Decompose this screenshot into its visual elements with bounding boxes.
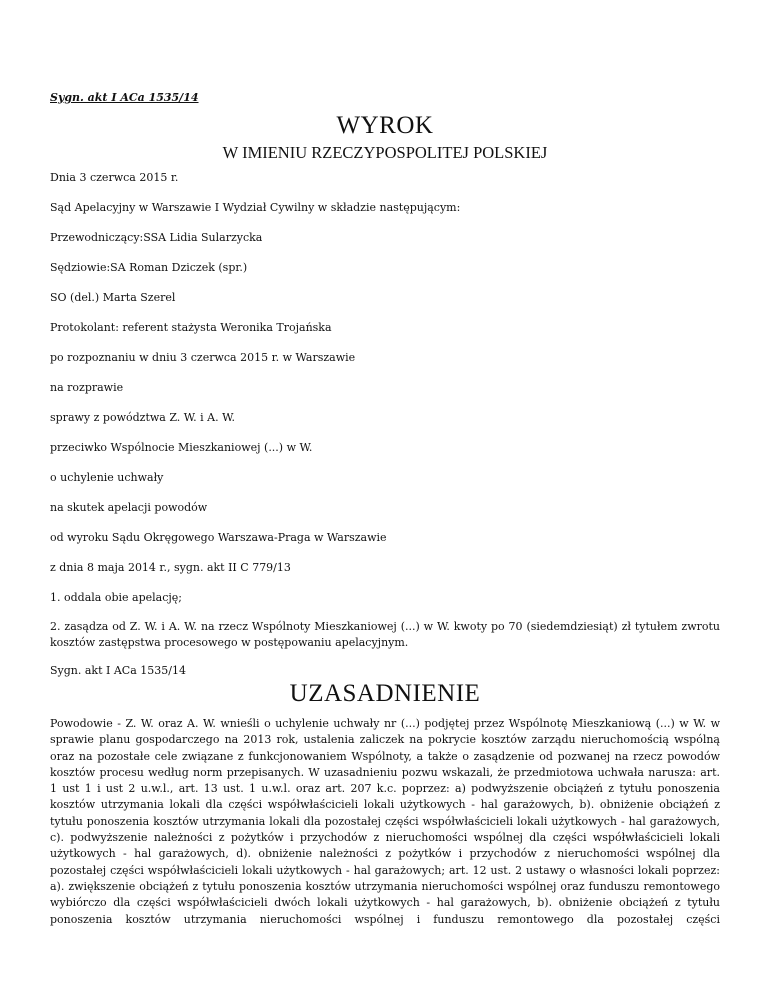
case-signature-bottom: Sygn. akt I ACa 1535/14 [50, 664, 186, 677]
court-composition: Sąd Apelacyjny w Warszawie I Wydział Cywilny w składzie następującym: [50, 201, 461, 214]
court-clerk: Protokolant: referent stażysta Weronika Trojańska [50, 321, 332, 334]
judgment-date: Dnia 3 czerwca 2015 r. [50, 171, 179, 184]
justification-text: Powodowie - Z. W. oraz A. W. wnieśli o uchylenie uchwały nr (...) podjętej przez Wspólnotę Mieszkaniową (...) w W. w sprawie planu gospodarczego na 2013 rok, ustalenia zaliczek na pokrycie kosztów zarządu nieruchomością wspólną oraz na pozostałe cele związane z funkcjonowaniem Wspólnoty, a także o zasądzenie od pozwanej na rzecz powodów kosztów procesu według norm przepisanych. W uzasadnieniu pozwu wskazali, że przedmiotowa uchwała narusza: art. 1 ust 1 i ust 2 u.w.l., art. 13 ust. 1 u.w.l. oraz art. 207 k.c. poprzez: a) podwyższenie obciążeń z tytułu ponoszenia kosztów utrzymania lokali dla części współwłaścicieli lokali użytkowych - hal garażowych, b). obniżenie obciążeń z tytułu ponoszenia kosztów utrzymania lokali dla pozostałej części współwłaścicieli lokali użytkowych - hal garażowych, c). podwyższenie należności z pożytków i przychodów z nieruchomości wspólnej dla części współwłaścicieli lokali użytkowych - hal garażowych, d). obniżenie należności z pożytków i przychodów z nieruchomości wspólnej dla pozostałej części współwłaścicieli lokali użytkowych - hal garażowych; art. 12 ust. 2 ustawy o własności lokali poprzez: a). zwiększenie obciążeń z tytułu ponoszenia kosztów utrzymania nieruchomości wspólnej oraz funduszu remontowego wybiórczo dla części współwłaścicieli dwóch lokali użytkowych - hal garażowych, b). obniżenie obciążeń z tytułu ponoszenia kosztów utrzymania nieruchomości wspólnej i funduszu remontowego dla pozostałej części [50, 717, 720, 926]
judgment-title: WYROK [336, 112, 434, 139]
ruling-point-1: 1. oddala obie apelację; [50, 591, 182, 604]
appeal-basis: na skutek apelacji powodów [50, 501, 208, 514]
plaintiffs: sprawy z powództwa Z. W. i A. W. [50, 411, 236, 424]
case-signature-top: Sygn. akt I ACa 1535/14 [50, 91, 199, 104]
hearing-type: na rozprawie [50, 381, 124, 394]
ruling-point-2: 2. zasądza od Z. W. i A. W. na rzecz Wspólnoty Mieszkaniowej (...) w W. kwoty po 70 (siedemdziesiąt) zł tytułem zwrotu kosztów zastępstwa procesowego w postępowaniu apelacyjnym. [50, 620, 720, 649]
hearing-date: po rozpoznaniu w dniu 3 czerwca 2015 r. w Warszawie [50, 351, 356, 364]
justification-heading: UZASADNIENIE [289, 680, 481, 707]
judges: Sędziowie:SA Roman Dziczek (spr.) [50, 261, 248, 274]
defendant: przeciwko Wspólnocie Mieszkaniowej (...) w W. [50, 441, 313, 454]
case-subject: o uchylenie uchwały [50, 471, 164, 484]
lower-court: od wyroku Sądu Okręgowego Warszawa-Praga w Warszawie [50, 531, 387, 544]
lower-court-judgment: z dnia 8 maja 2014 r., sygn. akt II C 779/13 [50, 561, 291, 574]
delegated-judge: SO (del.) Marta Szerel [50, 291, 176, 304]
presiding-judge: Przewodniczący:SSA Lidia Sularzycka [50, 231, 263, 244]
judgment-subtitle: W IMIENIU RZECZYPOSPOLITEJ POLSKIEJ [222, 143, 548, 162]
